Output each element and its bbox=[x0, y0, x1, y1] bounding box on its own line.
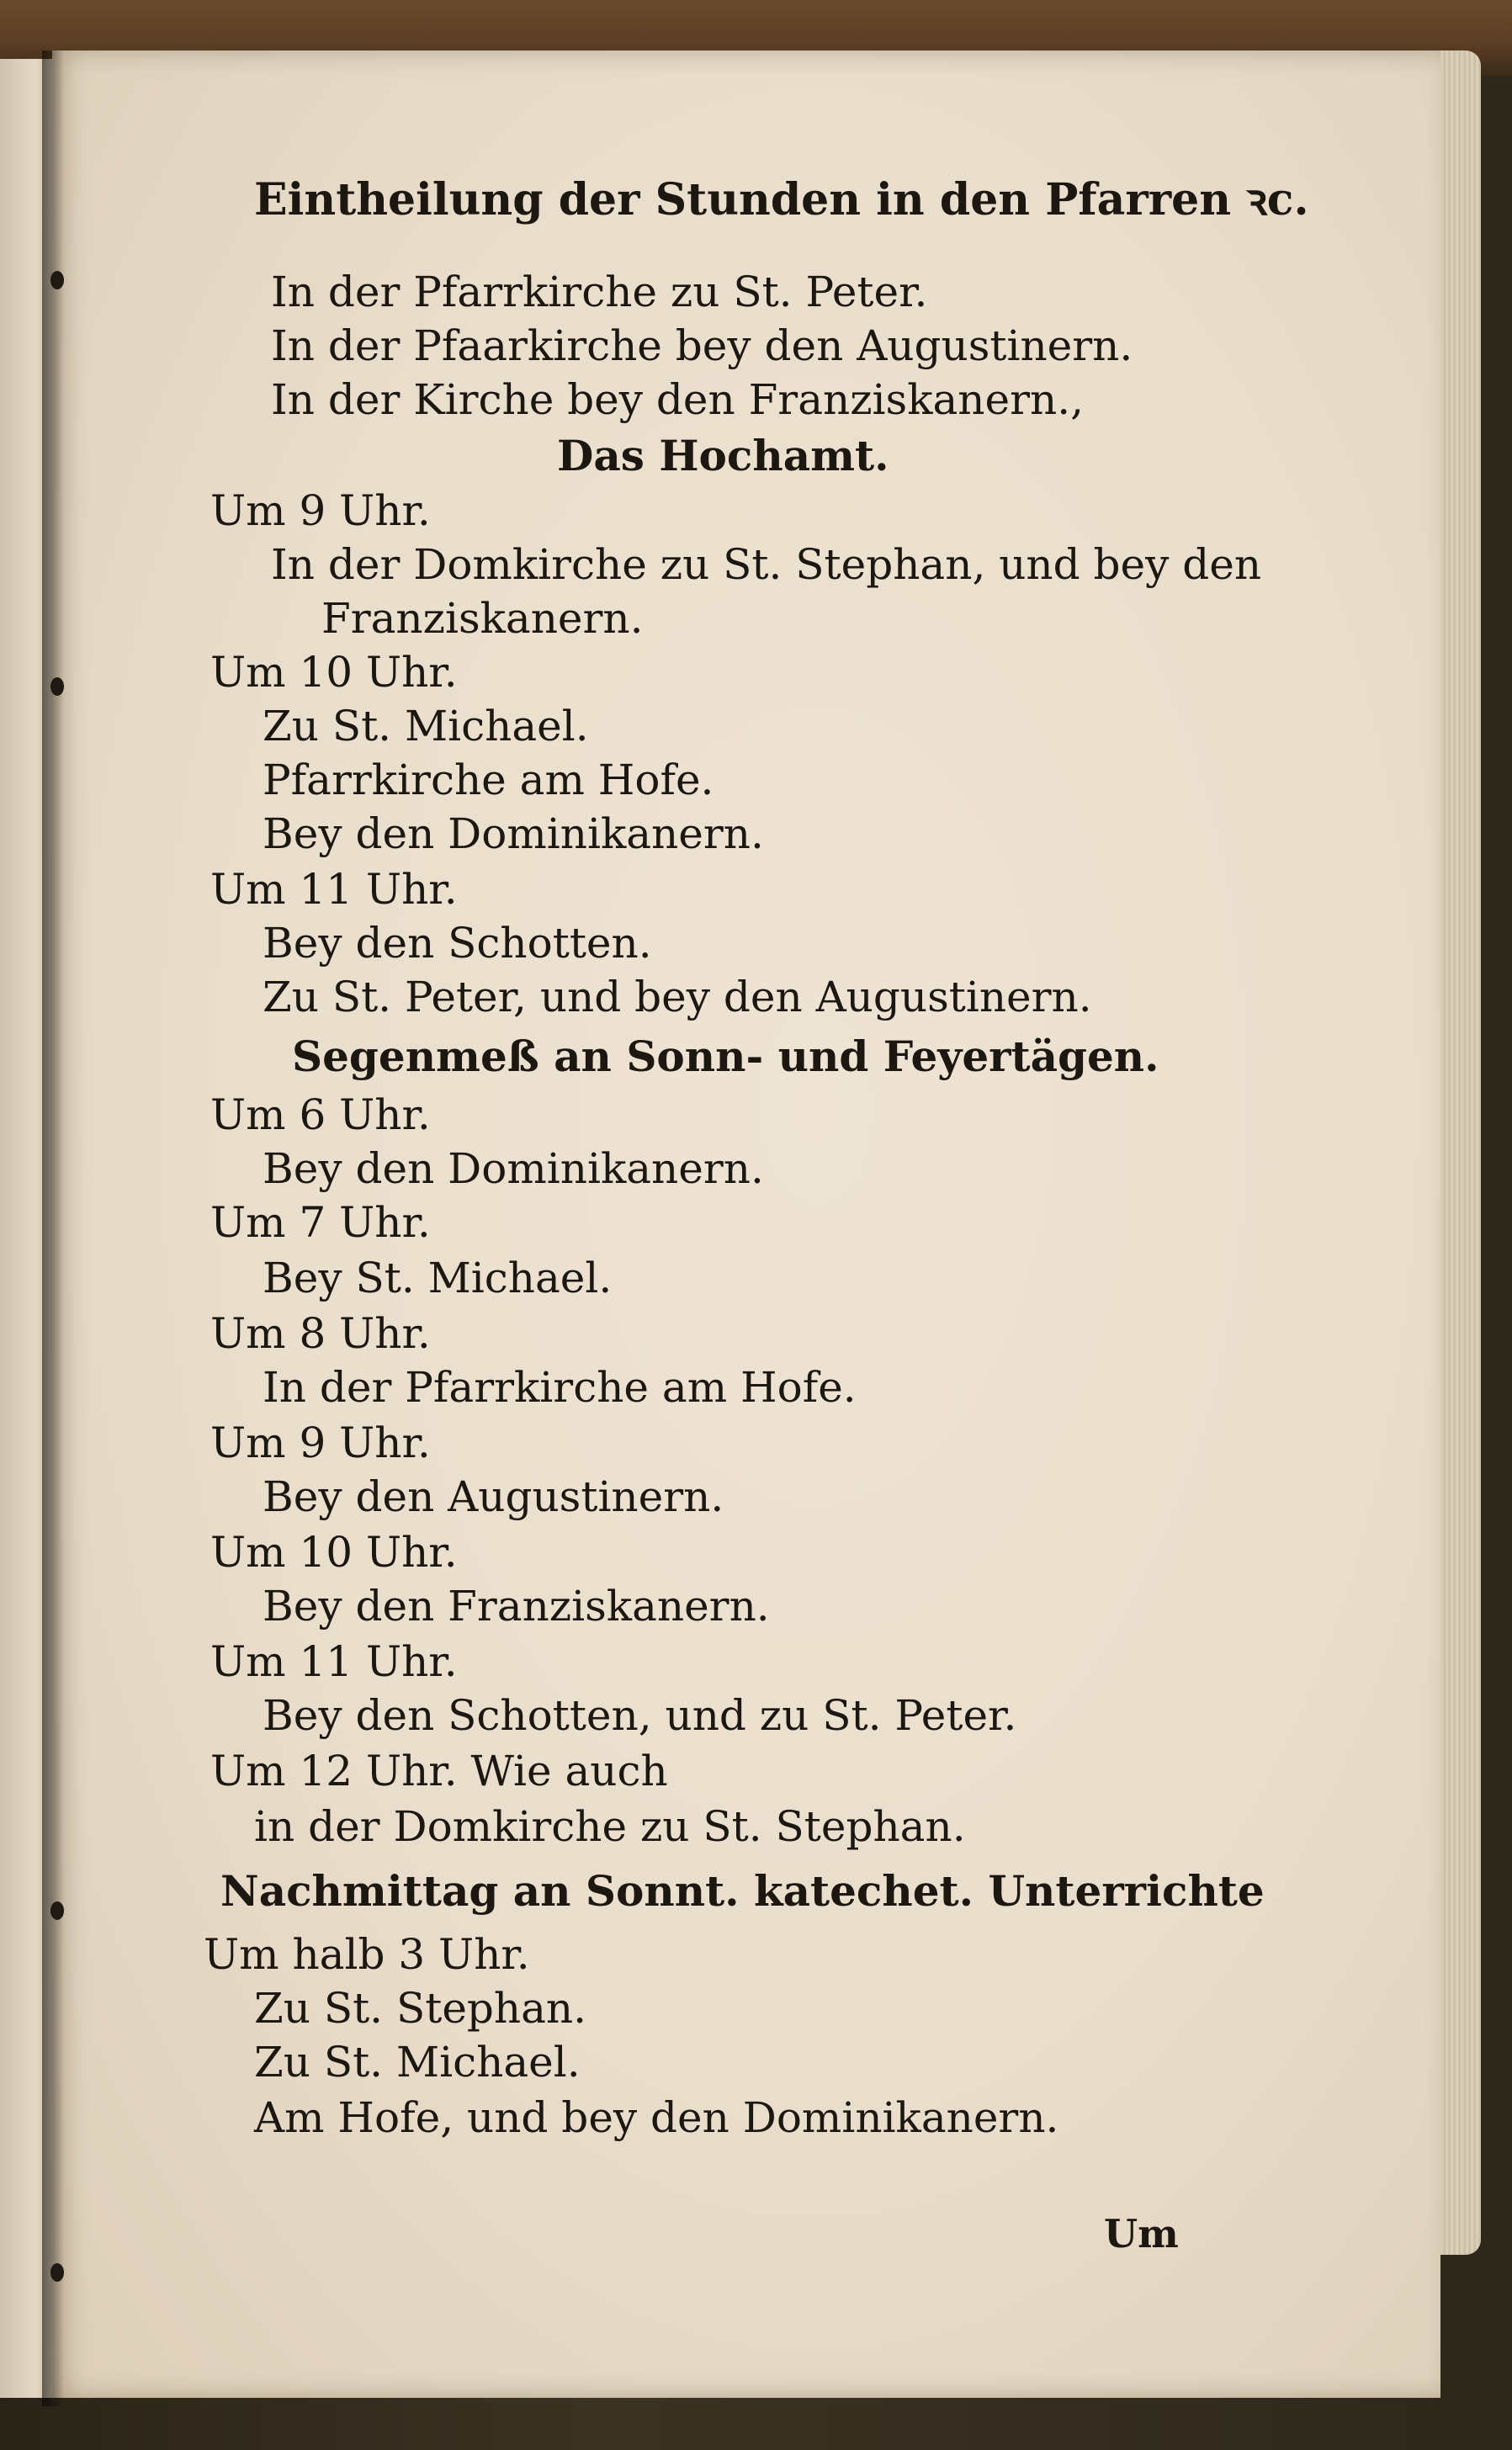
text-line: Bey St. Michael. bbox=[263, 1254, 613, 1302]
time-line: Um 11 Uhr. bbox=[210, 865, 458, 914]
text-line: Bey den Schotten, und zu St. Peter. bbox=[263, 1691, 1017, 1740]
text-line: Bey den Augustinern. bbox=[263, 1472, 724, 1521]
binding-stitch bbox=[50, 677, 64, 696]
text-line: Zu St. Stephan. bbox=[254, 1984, 587, 2033]
text-line: Bey den Dominikanern. bbox=[263, 1144, 764, 1193]
section-heading: Das Hochamt. bbox=[557, 431, 889, 480]
time-line: Um 9 Uhr. bbox=[210, 1419, 431, 1467]
text-line: In der Pfarrkirche am Hofe. bbox=[263, 1363, 857, 1412]
text-line: in der Domkirche zu St. Stephan. bbox=[254, 1802, 966, 1851]
binding-stitch bbox=[50, 2263, 64, 2282]
text-line: In der Kirche bey den Franziskanern., bbox=[271, 375, 1084, 424]
text-line: Zu St. Michael. bbox=[254, 2038, 581, 2087]
running-head: Eintheilung der Stunden in den Pfarren ꝛc. bbox=[254, 174, 1309, 225]
text-line: In der Pfaarkirche bey den Augustinern. bbox=[271, 321, 1133, 370]
time-line: Um 8 Uhr. bbox=[210, 1309, 431, 1358]
time-line: Um 9 Uhr. bbox=[210, 486, 431, 535]
text-line: Bey den Franziskanern. bbox=[263, 1582, 770, 1631]
time-line: Um 10 Uhr. bbox=[210, 1528, 458, 1577]
text-line: Bey den Dominikanern. bbox=[263, 809, 764, 858]
text-line: Zu St. Peter, und bey den Augustinern. bbox=[263, 973, 1092, 1021]
book-page bbox=[52, 50, 1440, 2398]
time-line: Um 12 Uhr. Wie auch bbox=[210, 1747, 668, 1795]
text-line: Bey den Schotten. bbox=[263, 919, 652, 968]
time-line: Um 11 Uhr. bbox=[210, 1637, 458, 1686]
text-line: In der Pfarrkirche zu St. Peter. bbox=[271, 268, 928, 316]
section-heading: Segenmeß an Sonn- und Feyertägen. bbox=[292, 1031, 1159, 1081]
text-line: Zu St. Michael. bbox=[263, 702, 589, 750]
section-heading: Nachmittag an Sonnt. katechet. Unterrichte bbox=[220, 1866, 1265, 1916]
text-line: Am Hofe, und bey den Dominikanern. bbox=[254, 2093, 1059, 2142]
binding-stitch bbox=[50, 1901, 64, 1920]
spine-shadow bbox=[42, 50, 64, 2406]
text-line: In der Domkirche zu St. Stephan, und bey den bbox=[271, 540, 1262, 589]
time-line: Um 7 Uhr. bbox=[210, 1198, 431, 1247]
time-line: Um halb 3 Uhr. bbox=[204, 1930, 530, 1979]
time-line: Um 10 Uhr. bbox=[210, 648, 458, 697]
binding-stitch bbox=[50, 271, 64, 289]
text-line: Pfarrkirche am Hofe. bbox=[263, 756, 714, 804]
time-line: Um 6 Uhr. bbox=[210, 1090, 431, 1139]
text-line: Franziskanern. bbox=[321, 594, 644, 643]
catchword: Um bbox=[1104, 2211, 1179, 2256]
